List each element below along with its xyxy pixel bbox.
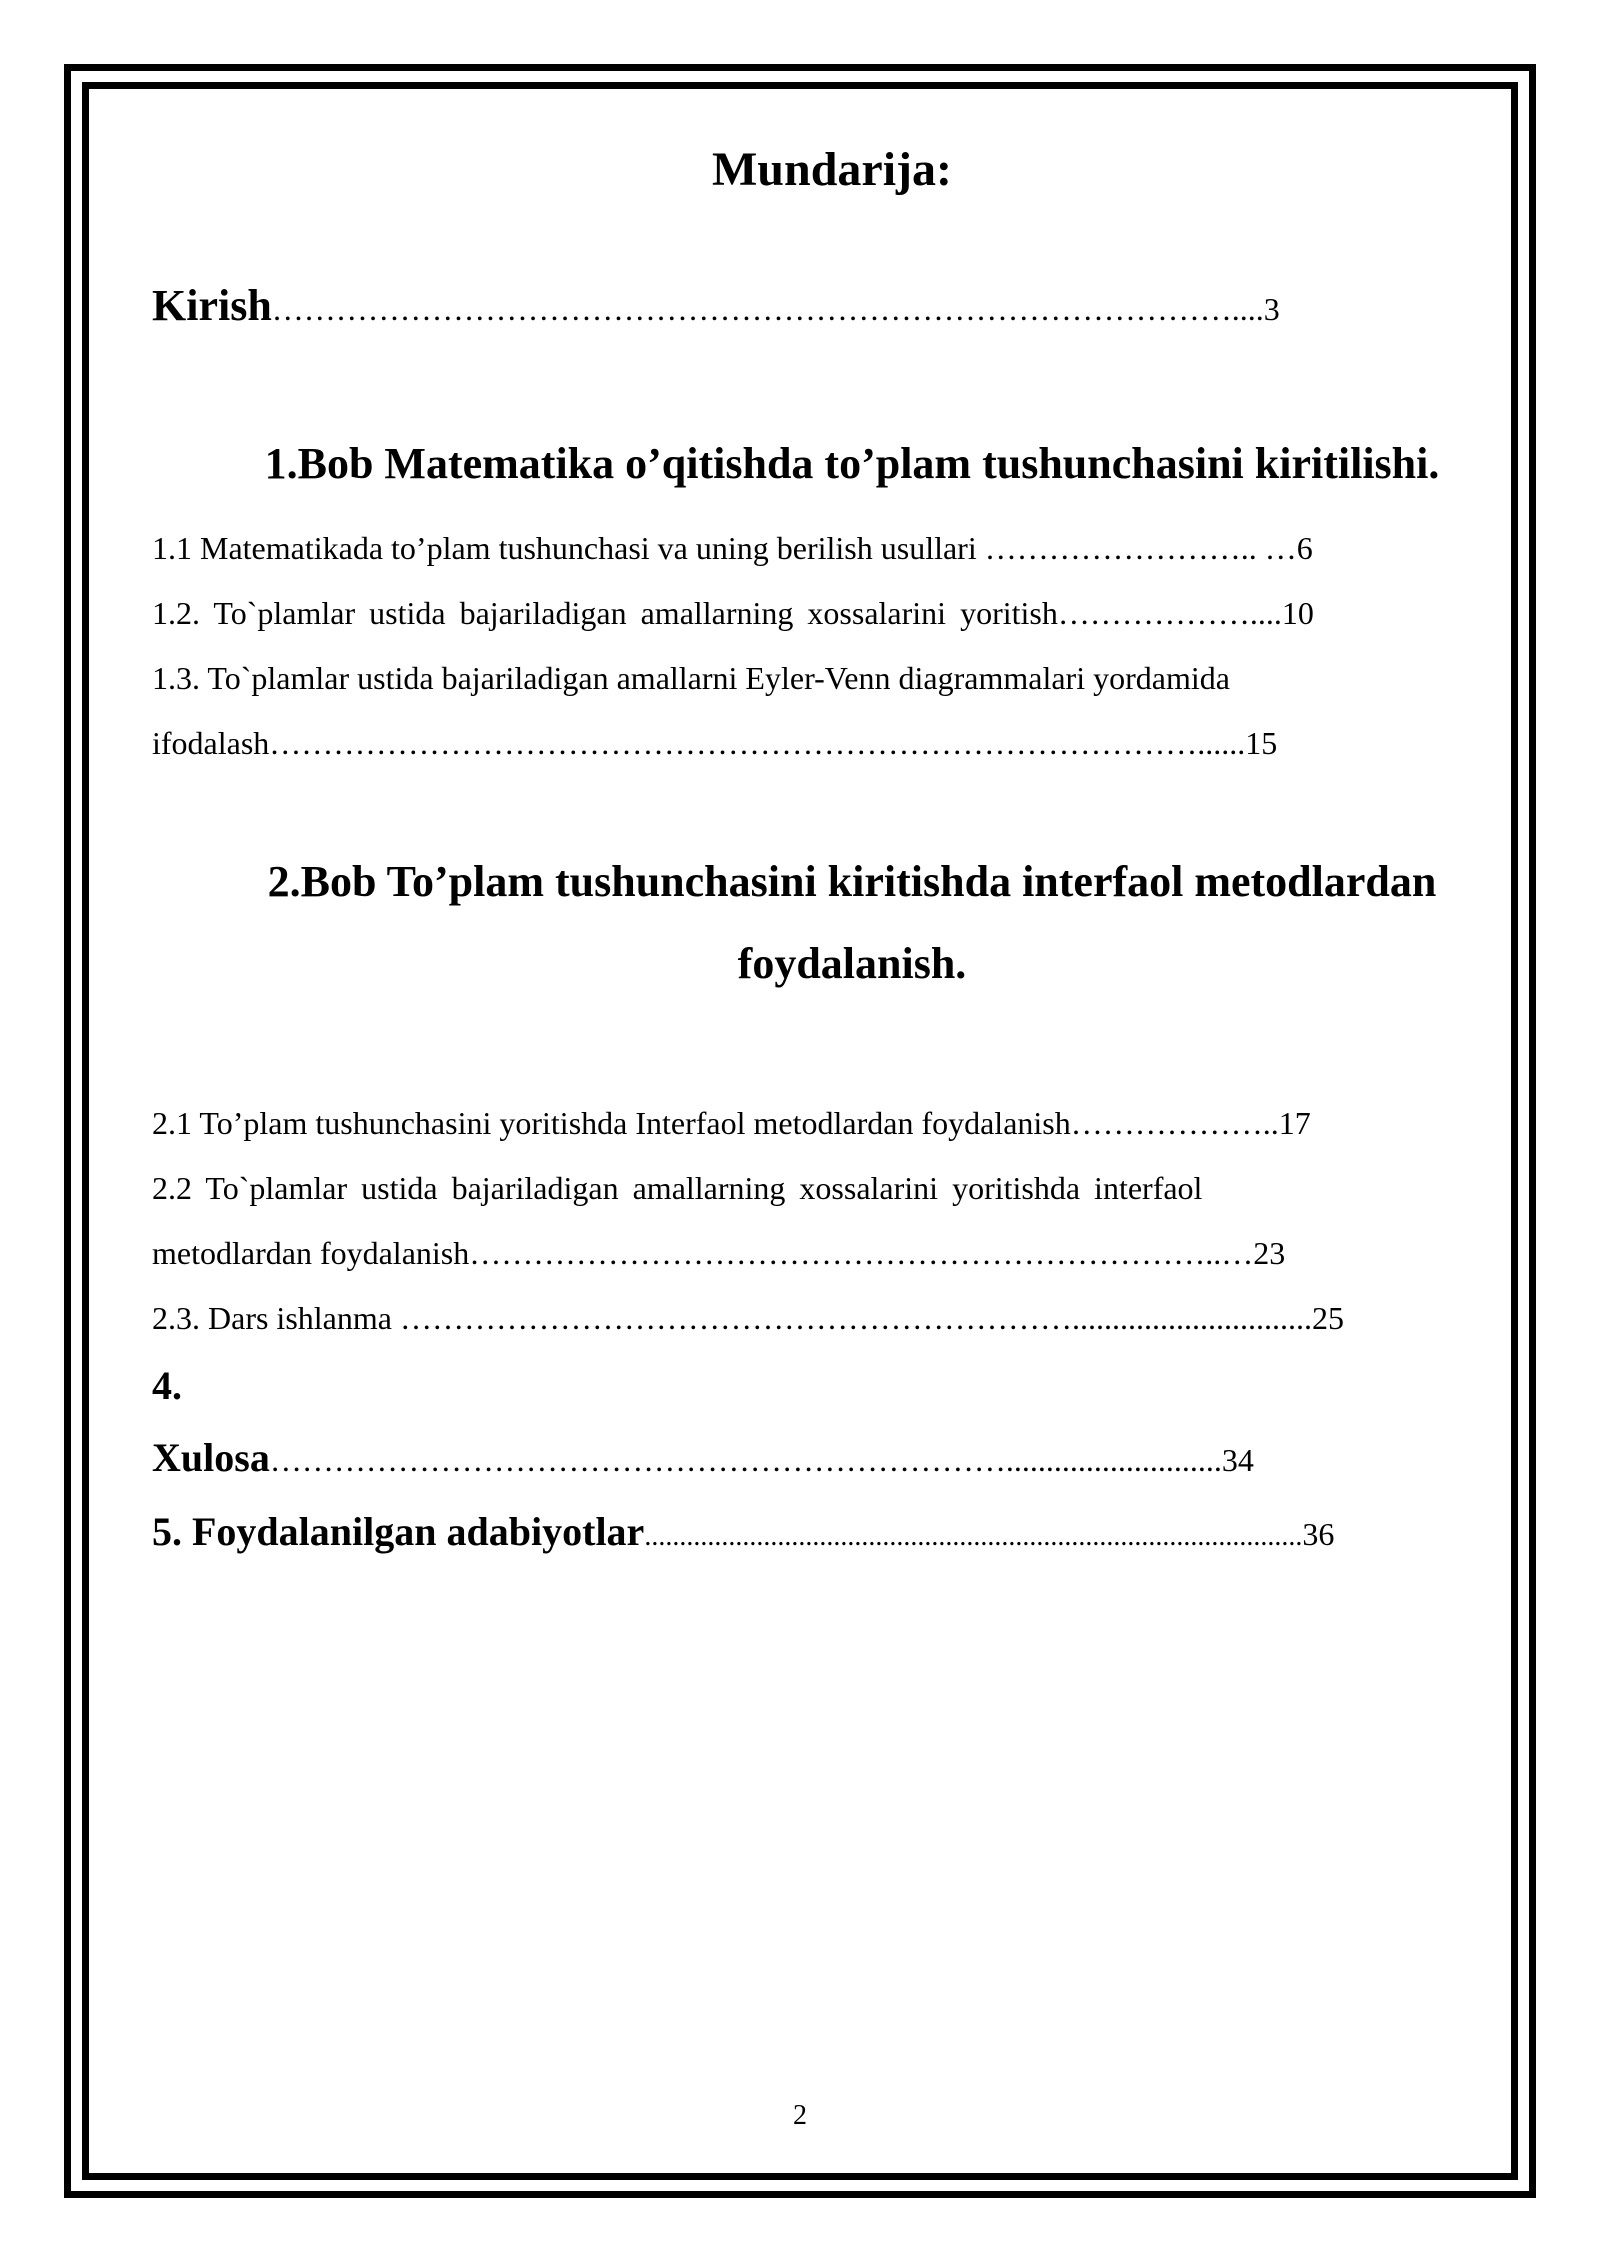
toc-entry-1-3[interactable] [152, 660, 1512, 697]
toc-page-number: 36 [1302, 1516, 1335, 1552]
toc-entry-text: 1.2. To`plamlar ustida bajariladigan amallarning xossalarini yoritish……………….... [152, 595, 1282, 631]
chapter-2-heading-line2[interactable]: foydalanish. [737, 939, 967, 988]
toc-page-number: 6 [1296, 530, 1313, 566]
toc-entry-1-2[interactable] [152, 595, 1512, 632]
toc-entry-label: Xulosa [152, 1435, 270, 1480]
toc-entry-text: 2.3. Dars ishlanma ……………………………………………………….............................. [152, 1300, 1312, 1336]
toc-page-number: 15 [1245, 725, 1278, 761]
chapter-2-heading-line1[interactable]: 2.Bob To’plam tushunchasini kiritishda interfaol metodlardan [267, 857, 1437, 906]
toc-page-number: 25 [1311, 1300, 1344, 1336]
toc-leader-dots: ……………………………………………………………………………….... [271, 291, 1264, 327]
toc-title: Mundarija: [712, 143, 952, 196]
toc-entry-label: Kirish [152, 281, 272, 330]
chapter-1-heading[interactable]: 1.Bob Matematika o’qitishda to’plam tushunchasini kiritilishi. [264, 439, 1440, 488]
toc-page-number: 10 [1281, 595, 1314, 631]
toc-entry-text: ifodalash……………………………………………………………………………...... [152, 725, 1246, 761]
toc-entry-text: 1.3. To`plamlar ustida bajariladigan amallarni Eyler-Venn diagrammalari yordamida [152, 660, 1230, 696]
toc-entry-label: 5. Foydalanilgan adabiyotlar [152, 1509, 645, 1554]
toc-leader-dots: .............................................................................................. [644, 1521, 1303, 1552]
toc-entry-2-1[interactable] [152, 1105, 1512, 1142]
toc-leader-dots: ……………………………………………………………........................... [269, 1442, 1222, 1478]
toc-page-number: 3 [1263, 291, 1280, 327]
toc-page-number: 23 [1253, 1235, 1286, 1271]
toc-entry-2-3[interactable] [152, 1300, 1512, 1337]
toc-section-4-number: 4. [152, 1363, 182, 1408]
page-number: 2 [793, 2100, 807, 2131]
toc-entry-2-2[interactable] [152, 1170, 1512, 1207]
toc-entry-text: 2.1 To’plam tushunchasini yoritishda Interfaol metodlardan foydalanish……………….. [152, 1105, 1279, 1141]
toc-page-number: 17 [1278, 1105, 1311, 1141]
toc-entry-text: 1.1 Matematikada to’plam tushunchasi va uning berilish usullari …………………….. … [152, 530, 1297, 566]
toc-entry-text: metodlardan foydalanish……………………………………………………………..… [152, 1235, 1254, 1271]
toc-entry-1-3-cont[interactable] [152, 725, 1512, 762]
toc-entry-references[interactable] [152, 1508, 1512, 1555]
toc-entry-text: 2.2 To`plamlar ustida bajariladigan amallarning xossalarini yoritishda interfaol [152, 1170, 1203, 1206]
toc-page-number: 34 [1221, 1442, 1254, 1478]
toc-entry-intro[interactable] [152, 280, 1512, 331]
toc-entry-1-1[interactable] [152, 530, 1512, 567]
toc-entry-2-2-cont[interactable] [152, 1235, 1512, 1272]
toc-entry-conclusion[interactable] [152, 1434, 1512, 1481]
